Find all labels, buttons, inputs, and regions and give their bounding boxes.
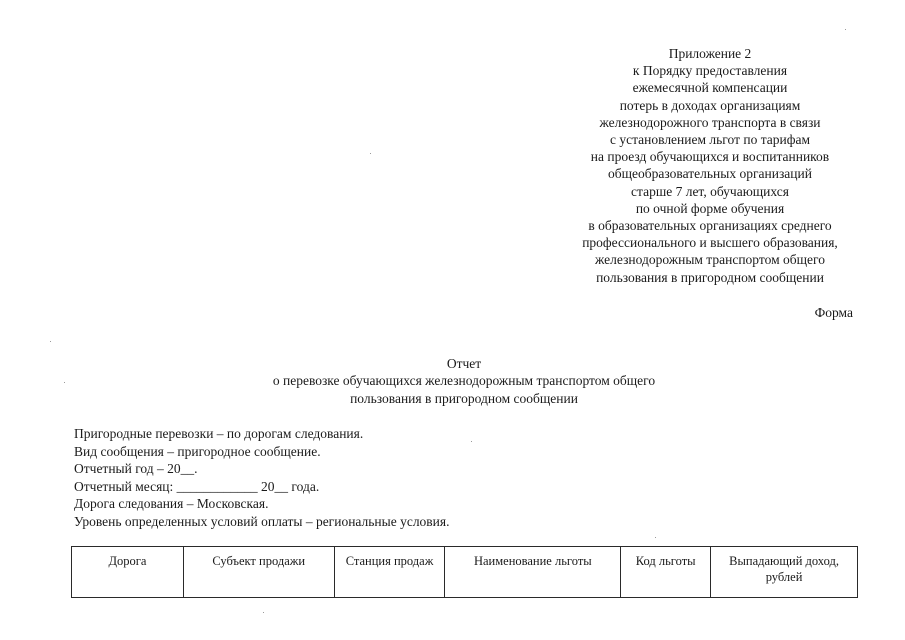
report-title-line: пользования в пригородном сообщении: [350, 390, 578, 406]
column-header-benefit-code: Код льготы: [621, 547, 711, 598]
param-line: Отчетный год – 20__.: [74, 461, 198, 477]
param-line: Пригородные перевозки – по дорогам следования.: [74, 426, 364, 441]
scan-speck: [471, 441, 472, 442]
appendix-line: Приложение 2: [668, 46, 752, 61]
report-title-line: Отчет: [446, 356, 482, 371]
scan-speck: [845, 29, 846, 30]
report-table: [71, 546, 858, 598]
param-line: Уровень определенных условий оплаты – региональные условия.: [74, 513, 450, 529]
scan-speck: [50, 341, 51, 342]
appendix-line: пользования в пригородном сообщении: [596, 269, 824, 285]
appendix-line: профессионального и высшего образования,: [582, 235, 838, 251]
scan-speck: [263, 612, 264, 613]
appendix-line: на проезд обучающихся и воспитанников: [590, 149, 830, 165]
column-header-lost-income: Выпадающий доход, рублей: [711, 547, 858, 598]
column-header-sale-station: Станция продаж: [334, 547, 445, 598]
appendix-header: [560, 45, 860, 286]
form-label: Форма: [814, 305, 853, 320]
table-header-row: [72, 547, 858, 598]
appendix-line: с установлением льгот по тарифам: [609, 132, 811, 148]
scan-speck: [64, 382, 65, 383]
report-title: [200, 355, 728, 407]
report-parameters: [74, 425, 450, 531]
appendix-line: к Порядку предоставления: [632, 63, 788, 79]
appendix-line: в образовательных организациях среднего: [588, 218, 832, 234]
param-line: Отчетный месяц: ____________ 20__ года.: [74, 478, 320, 494]
appendix-line: железнодорожным транспортом общего: [595, 252, 825, 268]
appendix-line: ежемесячной компенсации: [632, 80, 788, 96]
scan-speck: [655, 537, 656, 538]
appendix-line: железнодорожного транспорта в связи: [599, 114, 821, 130]
appendix-line: по очной форме обучения: [635, 200, 785, 216]
appendix-line: потерь в доходах организациям: [619, 97, 801, 113]
appendix-line: общеобразовательных организаций: [608, 166, 812, 182]
param-line: Дорога следования – Московская.: [74, 496, 269, 512]
scan-speck: [370, 153, 371, 154]
column-header-benefit-name: Наименование льготы: [445, 547, 621, 598]
column-header-sale-subject: Субъект продажи: [183, 547, 334, 598]
appendix-line: старше 7 лет, обучающихся: [631, 183, 789, 199]
param-line: Вид сообщения – пригородное сообщение.: [74, 443, 321, 459]
column-header-road: Дорога: [72, 547, 184, 598]
report-title-line: о перевозке обучающихся железнодорожным транспортом общего: [272, 373, 656, 389]
